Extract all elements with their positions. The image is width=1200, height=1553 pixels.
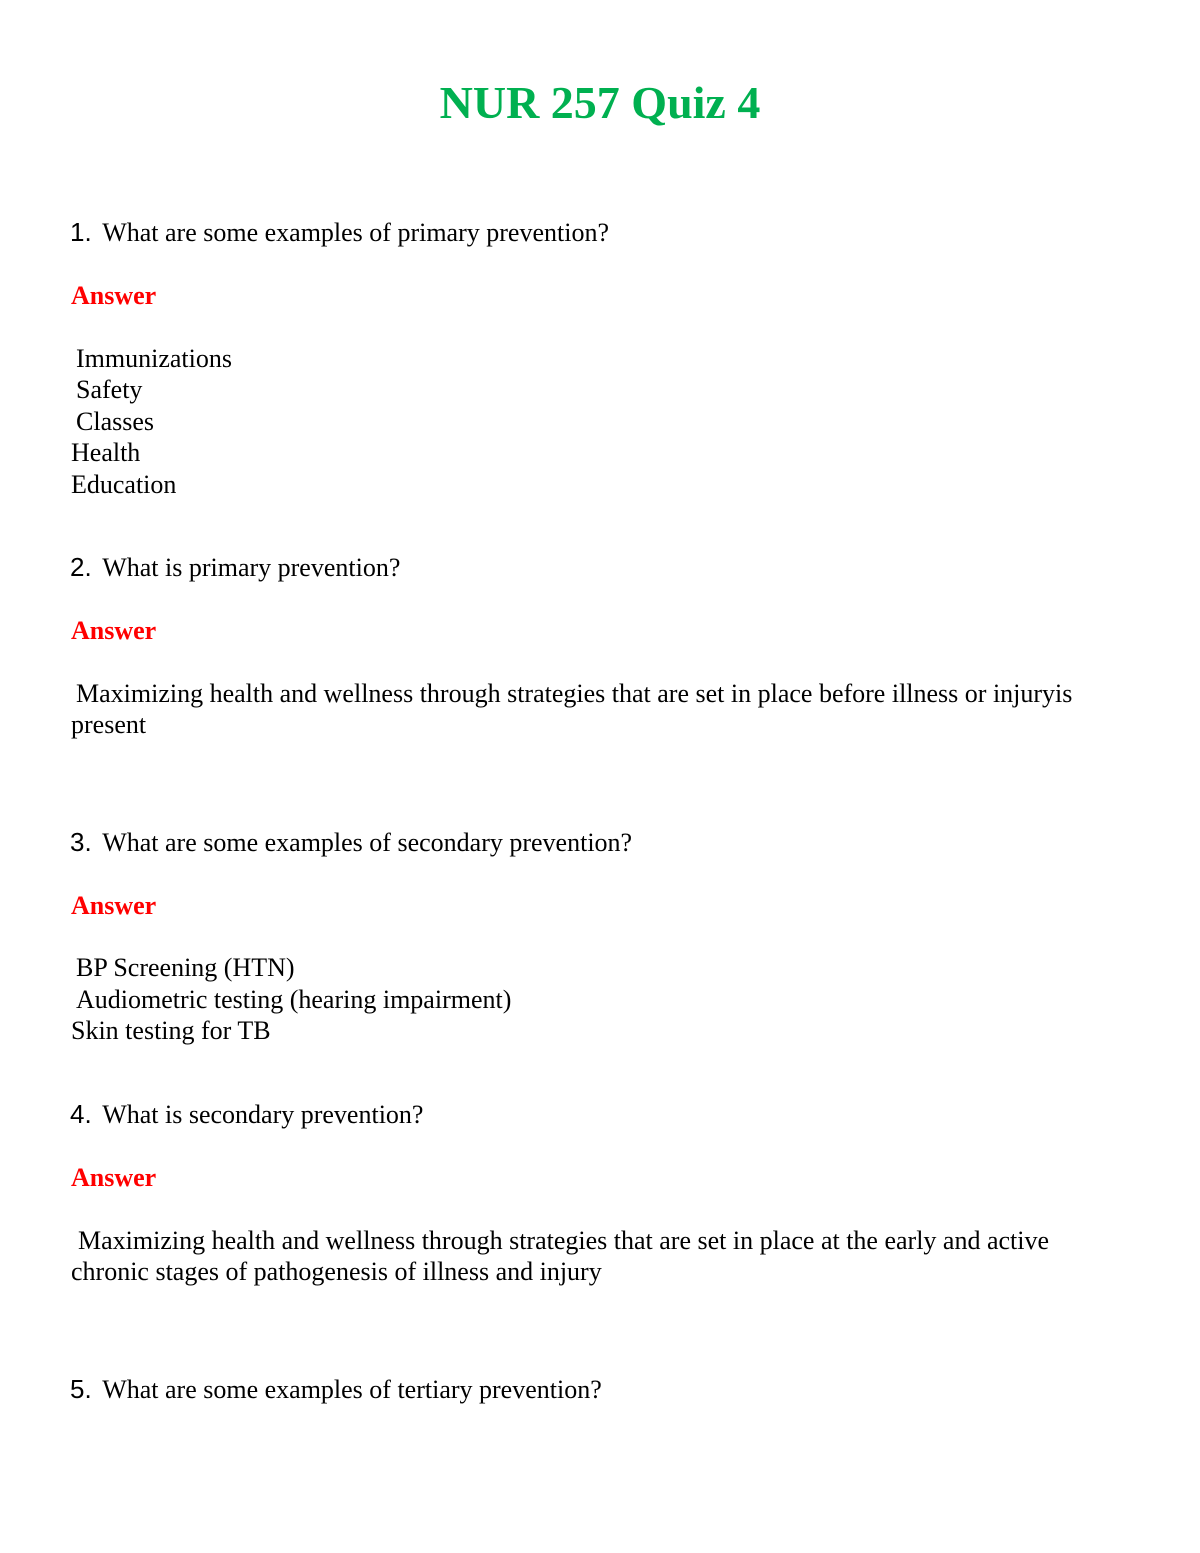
answer-line: Maximizing health and wellness through strategies that are set in place before illness or injuryis xyxy=(76,679,1073,708)
question-4 xyxy=(70,1098,423,1131)
question-text: What are some examples of secondary prevention? xyxy=(102,828,633,857)
question-text: What are some examples of primary prevention? xyxy=(102,218,609,247)
question-text: What is secondary prevention? xyxy=(102,1100,424,1129)
answer-line: Health xyxy=(71,438,141,467)
question-text: What are some examples of tertiary prevention? xyxy=(102,1375,602,1404)
question-number: 3. xyxy=(70,827,92,857)
question-number: 1. xyxy=(70,217,92,247)
question-number: 5. xyxy=(70,1374,92,1404)
question-text: What is primary prevention? xyxy=(102,553,401,582)
question-1 xyxy=(70,216,609,249)
answer-line: BP Screening (HTN) xyxy=(76,953,295,982)
answer-line: Education xyxy=(71,470,177,499)
answer-label: Answer xyxy=(71,1163,157,1192)
answer-line: Classes xyxy=(76,407,154,436)
answer-label: Answer xyxy=(71,616,157,645)
answer-line: Audiometric testing (hearing impairment) xyxy=(76,985,512,1014)
question-5 xyxy=(70,1373,602,1406)
answer-line: present xyxy=(71,710,147,739)
answer-line: Skin testing for TB xyxy=(71,1016,271,1045)
question-2 xyxy=(70,551,400,584)
question-3 xyxy=(70,826,632,859)
answer-line: Maximizing health and wellness through strategies that are set in place at the early and active xyxy=(78,1226,1050,1255)
answer-label: Answer xyxy=(71,281,157,310)
question-number: 4. xyxy=(70,1099,92,1129)
answer-line: chronic stages of pathogenesis of illness and injury xyxy=(71,1257,602,1286)
answer-line: Immunizations xyxy=(76,344,232,373)
answer-label: Answer xyxy=(71,891,157,920)
answer-line: Safety xyxy=(76,375,143,404)
question-number: 2. xyxy=(70,552,92,582)
document-title: NUR 257 Quiz 4 xyxy=(439,77,761,128)
